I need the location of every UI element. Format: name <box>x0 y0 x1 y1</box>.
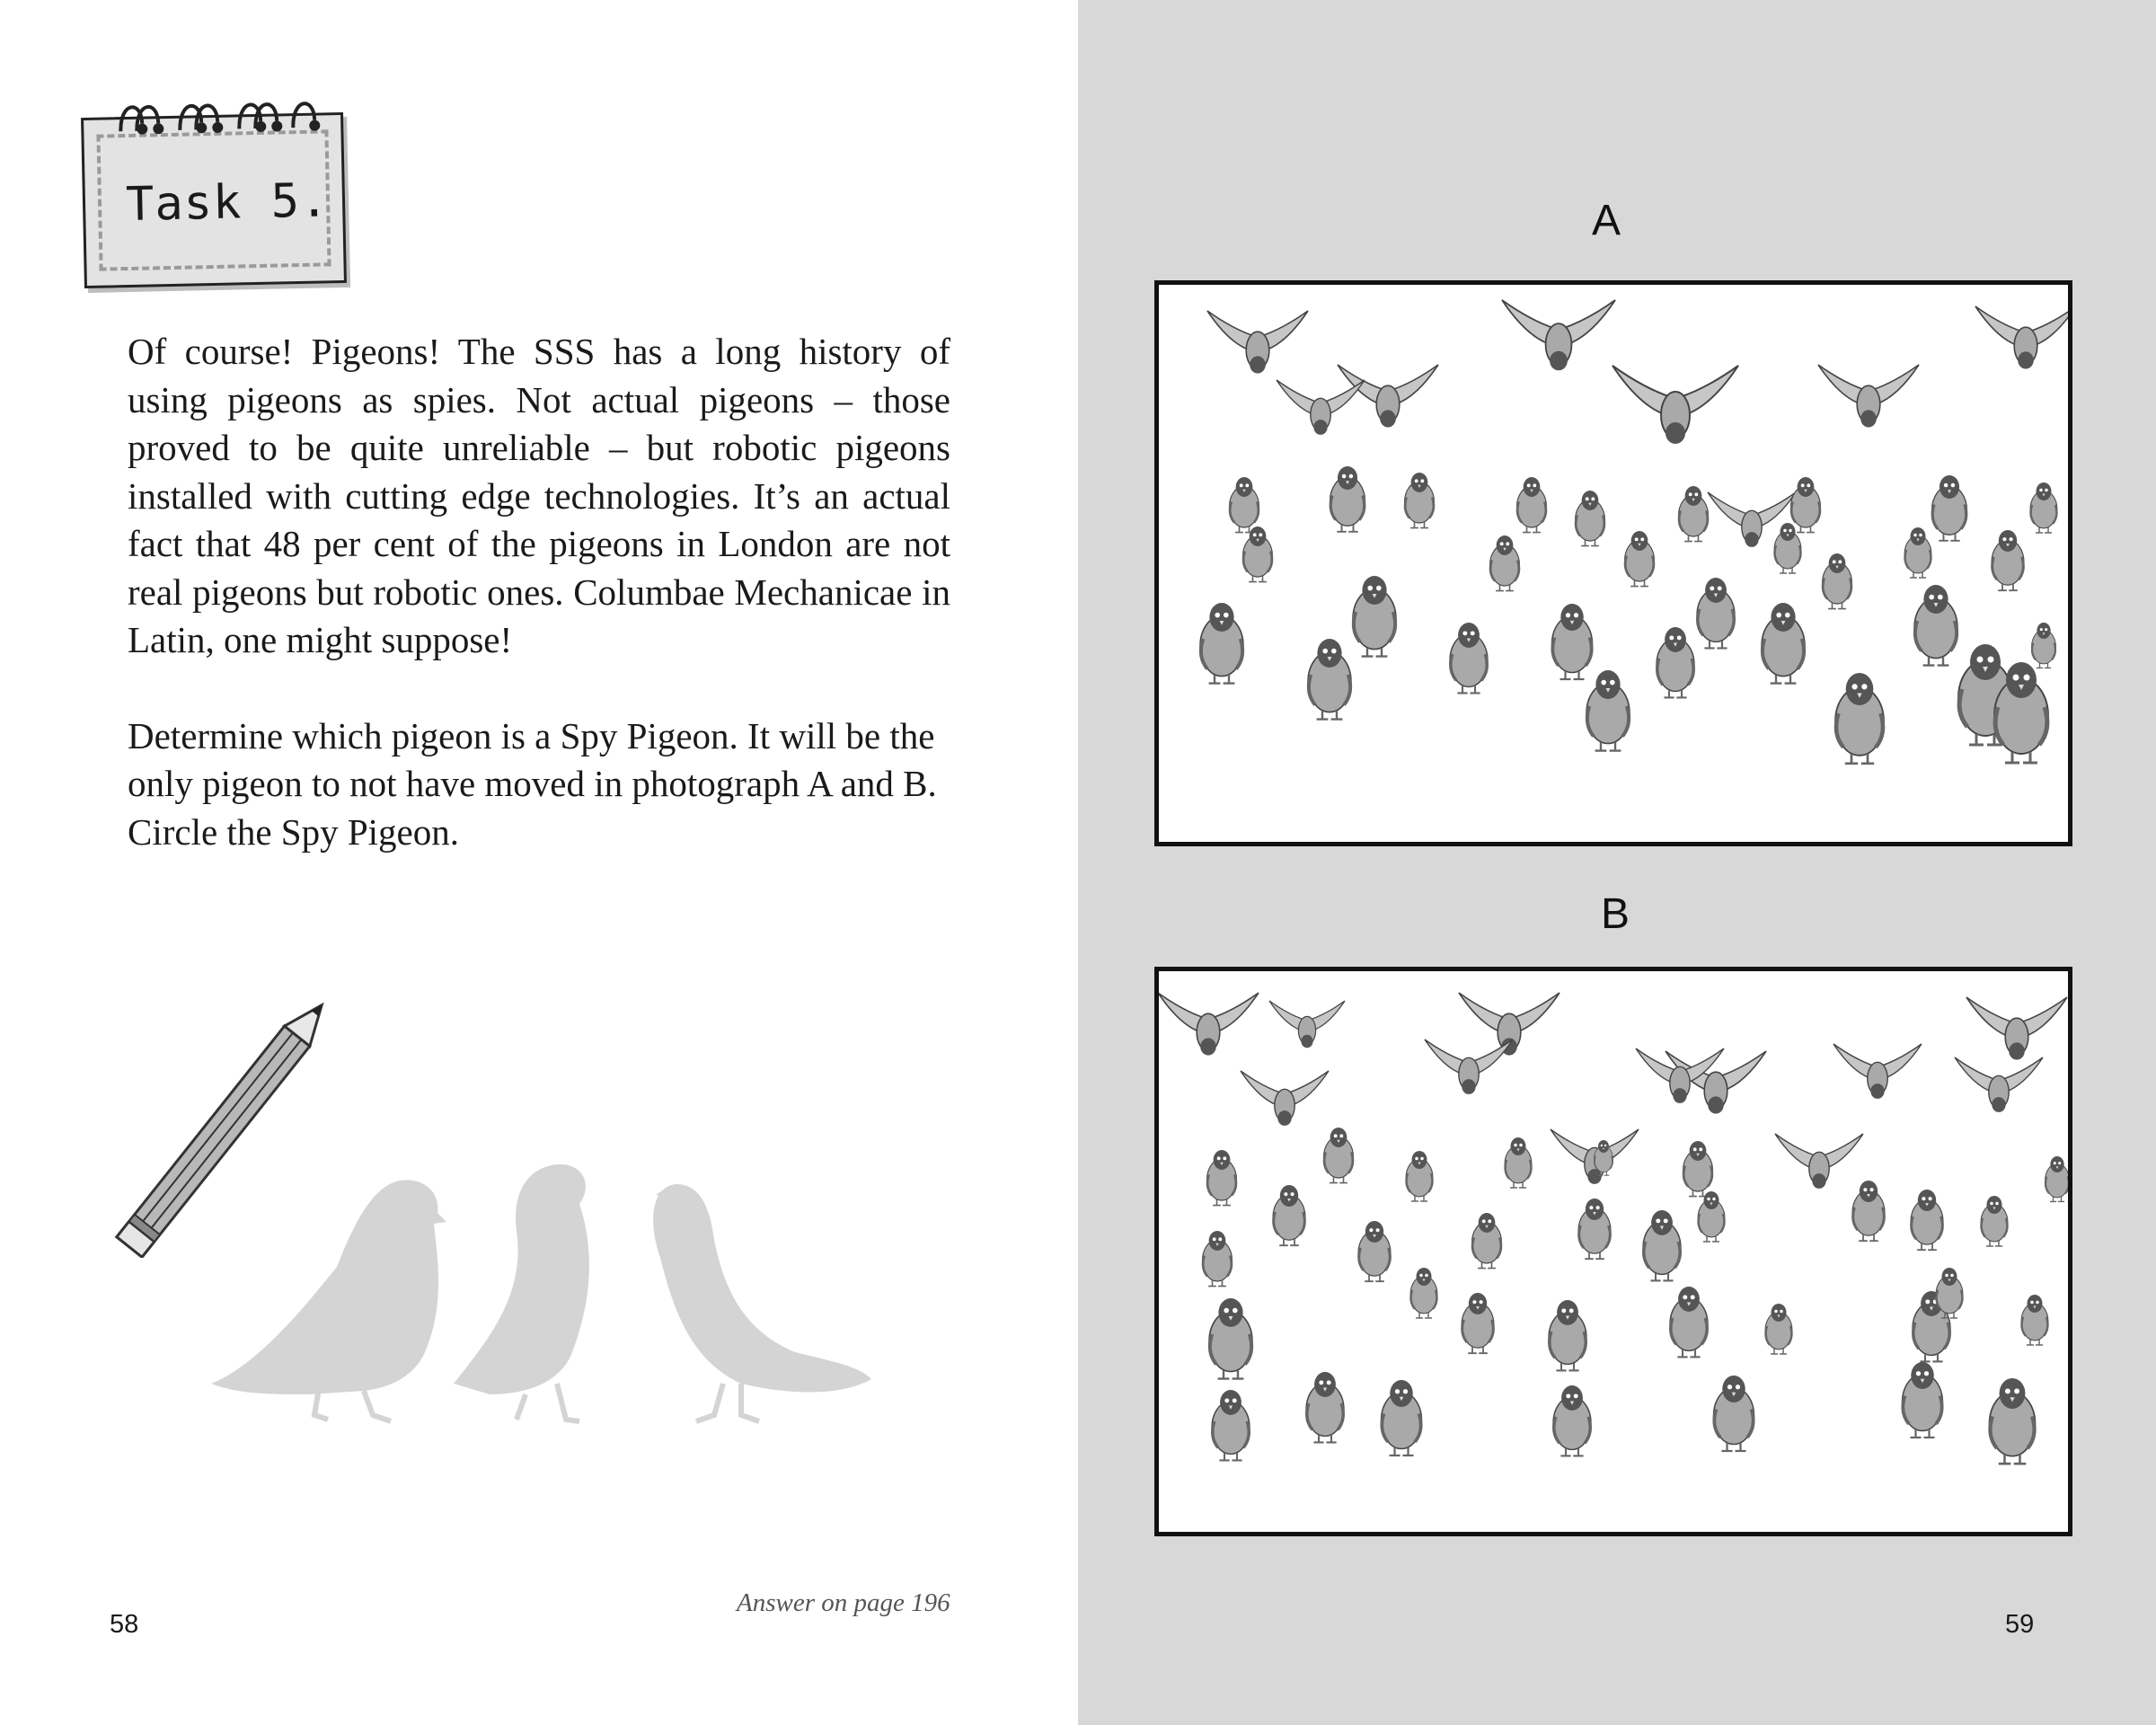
pigeon-icon <box>1625 531 1655 587</box>
pigeon-icon <box>1159 993 1259 1056</box>
pigeon-icon <box>1203 1231 1233 1287</box>
pigeon-icon <box>1932 475 1967 541</box>
pigeon-icon <box>1450 623 1488 693</box>
pigeon-icon <box>1643 1210 1681 1280</box>
pigeon-icon <box>1330 466 1365 532</box>
pigeon-icon <box>1462 1293 1494 1353</box>
pigeon-icon <box>1353 576 1396 657</box>
pigeon-icon <box>1835 673 1884 764</box>
pigeon-icon <box>1212 1390 1250 1460</box>
pigeon-icon <box>1490 535 1520 591</box>
pigeon-icon <box>1308 639 1351 720</box>
answer-reference: Answer on page 196 <box>737 1588 950 1617</box>
page-number-left: 58 <box>110 1610 139 1639</box>
pigeon-icon <box>1911 1190 1943 1250</box>
pigeon-icon <box>1207 1150 1237 1206</box>
pigeon-icon <box>1762 603 1805 684</box>
pigeon-icon <box>2032 623 2056 668</box>
pigeon-icon <box>1714 1376 1754 1451</box>
pigeon-icon <box>1657 627 1694 697</box>
pigeon-icon <box>1698 1191 1725 1242</box>
pigeon-icon <box>1209 1298 1252 1379</box>
pigeon-icon <box>1277 380 1365 435</box>
spiral-ring-icon <box>116 84 332 142</box>
pigeon-icon <box>1324 1128 1354 1183</box>
pigeon-flock-b <box>1159 971 2068 1532</box>
pigeon-icon <box>1410 1268 1437 1318</box>
pigeon-icon <box>1207 311 1308 374</box>
pigeon-flock-a <box>1159 285 2068 842</box>
pigeon-icon <box>1552 604 1593 679</box>
pigeon-icon <box>1903 1362 1943 1438</box>
pigeon-icon <box>1679 486 1709 542</box>
pigeon-icon <box>1765 1304 1792 1354</box>
pigeon-icon <box>1241 1071 1329 1126</box>
pigeon-icon <box>1791 477 1821 533</box>
pigeon-icon <box>1200 603 1243 684</box>
pigeon-icon <box>1576 491 1605 546</box>
pigeon-icon <box>1914 585 1957 666</box>
pigeon-icon <box>1382 1380 1422 1455</box>
pigeon-icon <box>1358 1221 1391 1281</box>
pigeon-icon <box>1697 578 1735 648</box>
pigeon-icon <box>1975 306 2068 369</box>
pigeon-icon <box>1269 1001 1345 1048</box>
pigeon-icon <box>1243 526 1273 582</box>
pigeon-icon <box>1670 1287 1708 1357</box>
pigeon-icon <box>1992 530 2024 590</box>
intro-paragraph: Of course! Pigeons! The SSS has a long history of using pigeons as spies. Not actual pigeons – those proved to be quite unreliable – but robotic pigeons installed with cutting edge technologies. It’s an actual fact that 48 per cent of the pigeons in London are not real pigeons but robotic ones. Columbae Mechanicae in Latin, one might suppose! <box>128 331 950 660</box>
pigeon-icon <box>1981 1196 2008 1246</box>
pigeon-icon <box>1613 366 1738 444</box>
pigeon-icon <box>1405 473 1435 528</box>
pigeon-icon <box>1578 1199 1611 1259</box>
pigeon-icon <box>1774 523 1801 573</box>
pigeon-icon <box>1517 477 1547 533</box>
pigeon-icon <box>1549 1300 1586 1370</box>
pigeon-silhouette-icon <box>202 1159 885 1429</box>
pigeon-icon <box>1586 670 1630 751</box>
pigeon-icon <box>1306 1372 1344 1442</box>
pigeon-icon <box>1406 1151 1433 1201</box>
pigeon-icon <box>1425 1039 1513 1094</box>
photograph-b <box>1154 967 2072 1536</box>
pigeon-icon <box>1273 1185 1305 1245</box>
pigeon-icon <box>1990 1378 2036 1464</box>
task-title: Task 5. <box>125 173 330 233</box>
pigeon-icon <box>1833 1044 1922 1099</box>
pigeon-icon <box>2021 1295 2048 1345</box>
photo-b-label: B <box>1601 890 1630 938</box>
pigeon-icon <box>1966 997 2067 1060</box>
pigeon-icon <box>1459 993 1560 1056</box>
pigeon-icon <box>1775 1134 1863 1189</box>
pigeon-icon <box>1683 1141 1713 1197</box>
pigeon-icon <box>1472 1213 1502 1269</box>
pigeon-icon <box>2030 482 2057 533</box>
page-number-right: 59 <box>2005 1610 2035 1639</box>
pigeon-icon <box>1852 1181 1885 1241</box>
pigeon-icon <box>1502 300 1615 370</box>
pigeon-icon <box>1553 1385 1591 1455</box>
pigeon-icon <box>1904 527 1931 578</box>
pigeon-icon <box>1955 1057 2043 1112</box>
body-text <box>128 328 950 904</box>
pigeon-icon <box>1230 477 1259 533</box>
pigeon-icon <box>1818 365 1919 428</box>
photo-a-label: A <box>1592 197 1621 244</box>
photograph-a <box>1154 280 2072 846</box>
pigeon-icon <box>2046 1156 2069 1201</box>
pigeon-icon <box>1505 1137 1532 1188</box>
task-note-card <box>81 112 347 288</box>
pigeon-icon <box>1823 553 1852 609</box>
instruction-paragraph: Determine which pigeon is a Spy Pigeon. It will be the only pigeon to not have moved in photograph A and B. Circle the Spy Pigeon. <box>128 714 937 853</box>
